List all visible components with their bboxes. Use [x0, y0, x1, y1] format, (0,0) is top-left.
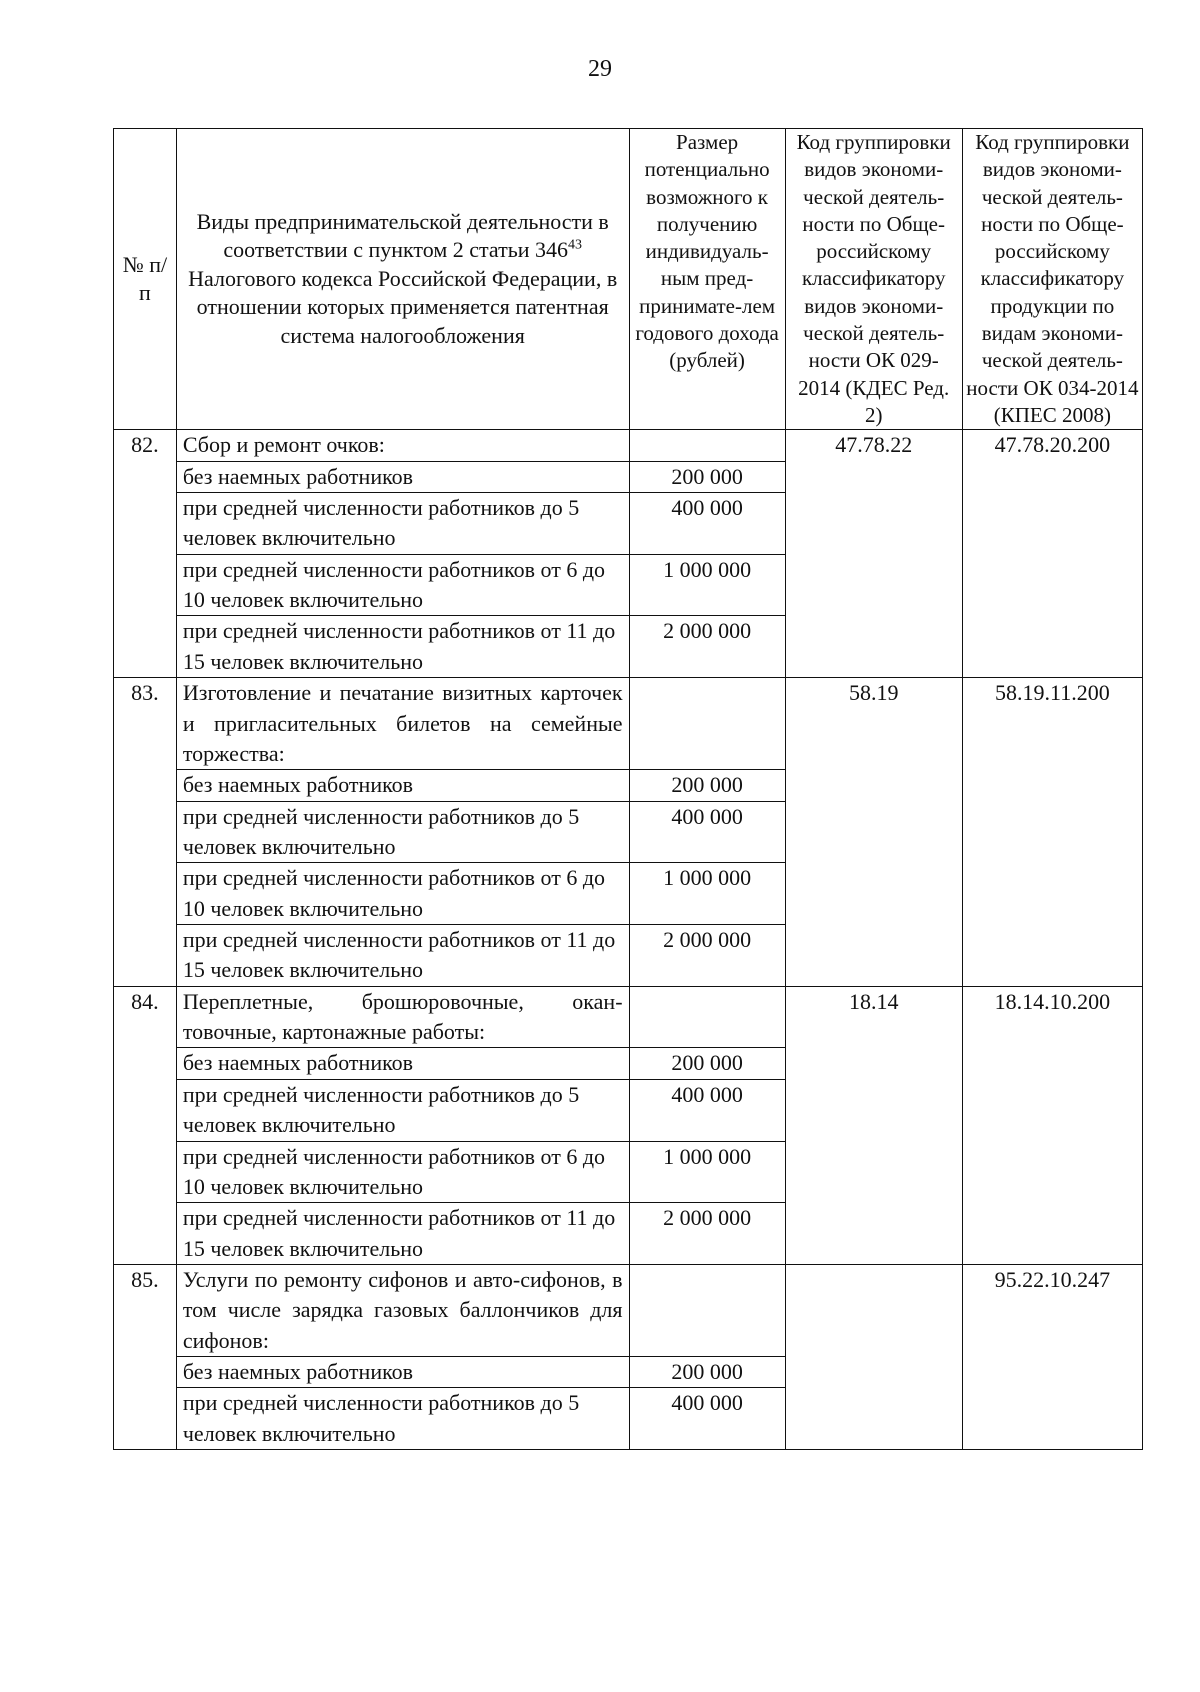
okpd-code: 58.19.11.200 — [962, 678, 1142, 770]
table-row — [114, 925, 1143, 987]
amount-cell — [629, 1264, 785, 1356]
row-amount: 200 000 — [629, 770, 785, 801]
table-row — [114, 1048, 1143, 1079]
table-row — [114, 986, 1143, 1048]
table-row — [114, 863, 1143, 925]
table-row — [114, 770, 1143, 801]
okved-code: 58.19 — [785, 678, 962, 770]
row-label: при средней численности работников от 6 до 10 человек включительно — [176, 554, 629, 616]
row-amount: 2 000 000 — [629, 1203, 785, 1265]
row-amount: 2 000 000 — [629, 616, 785, 678]
table-row — [114, 1357, 1143, 1388]
row-amount: 400 000 — [629, 1079, 785, 1141]
table-row — [114, 430, 1143, 461]
group-number: 85. — [114, 1264, 177, 1356]
row-amount: 200 000 — [629, 1048, 785, 1079]
table-row — [114, 616, 1143, 678]
row-label: при средней численности работников до 5 человек включительно — [176, 492, 629, 554]
group-number: 83. — [114, 678, 177, 770]
row-label: без наемных работников — [176, 1357, 629, 1388]
table-row — [114, 554, 1143, 616]
row-label: при средней численности работников до 5 человек включительно — [176, 1079, 629, 1141]
row-amount: 400 000 — [629, 1388, 785, 1450]
row-amount: 1 000 000 — [629, 554, 785, 616]
header-activity — [176, 129, 629, 430]
row-amount: 200 000 — [629, 461, 785, 492]
amount-cell — [629, 678, 785, 770]
row-amount: 200 000 — [629, 1357, 785, 1388]
row-label: без наемных работников — [176, 1048, 629, 1079]
group-title: Переплетные, брошюровочные, окан-товочные, картонажные работы: — [176, 986, 629, 1048]
row-label: при средней численности работников до 5 человек включительно — [176, 1388, 629, 1450]
table-row — [114, 1388, 1143, 1450]
row-amount: 2 000 000 — [629, 925, 785, 987]
row-label: при средней численности работников до 5 человек включительно — [176, 801, 629, 863]
row-label: при средней численности работников от 6 до 10 человек включительно — [176, 863, 629, 925]
header-okved: Код группировки видов экономи-ческой деятель-ности по Обще-российскому классификатору видов экономи-ческой деятель-ности ОК 029-2014 (КДЕС Ред. 2) — [785, 129, 962, 430]
row-amount: 400 000 — [629, 801, 785, 863]
header-number: № п/п — [114, 129, 177, 430]
header-amount: Размер потенциально возможного к получению индивидуаль-ным пред-принимате-лем годового дохода (рублей) — [629, 129, 785, 430]
page-number: 29 — [588, 56, 612, 82]
row-amount: 400 000 — [629, 492, 785, 554]
okved-code: 18.14 — [785, 986, 962, 1048]
table-row — [114, 461, 1143, 492]
header-okpd: Код группировки видов экономи-ческой деятель-ности по Обще-российскому классификатору продукции по видам экономи-ческой деятель-ности ОК 034-2014 (КПЕС 2008) — [962, 129, 1142, 430]
table-header-row — [114, 129, 1143, 430]
patent-income-table — [113, 128, 1143, 1450]
table-row — [114, 801, 1143, 863]
table-row — [114, 678, 1143, 770]
okved-code — [785, 1264, 962, 1356]
table-row — [114, 1079, 1143, 1141]
row-label: при средней численности работников от 11 до 15 человек включительно — [176, 925, 629, 987]
header-activity-tail: Налогового кодекса Российской Федерации, в отношении которых применяется патентная система налогообложения — [188, 265, 618, 349]
okpd-code: 47.78.20.200 — [962, 430, 1142, 461]
group-number: 82. — [114, 430, 177, 461]
row-label: без наемных работников — [176, 461, 629, 492]
okpd-code: 18.14.10.200 — [962, 986, 1142, 1048]
table-row — [114, 1141, 1143, 1203]
okved-code: 47.78.22 — [785, 430, 962, 461]
group-title: Сбор и ремонт очков: — [176, 430, 629, 461]
header-activity-main: Виды предпринимательской деятельности в соответствии с пунктом 2 статьи 346 — [196, 208, 609, 263]
amount-cell — [629, 430, 785, 461]
row-amount: 1 000 000 — [629, 1141, 785, 1203]
table-row — [114, 1203, 1143, 1265]
amount-cell — [629, 986, 785, 1048]
header-activity-sup: 43 — [568, 237, 582, 253]
row-amount: 1 000 000 — [629, 863, 785, 925]
row-label: без наемных работников — [176, 770, 629, 801]
row-label: при средней численности работников от 11 до 15 человек включительно — [176, 1203, 629, 1265]
row-label: при средней численности работников от 11 до 15 человек включительно — [176, 616, 629, 678]
group-number: 84. — [114, 986, 177, 1048]
group-title: Услуги по ремонту сифонов и авто-сифонов, в том числе зарядка газовых баллончиков для сифонов: — [176, 1264, 629, 1356]
table-row — [114, 1264, 1143, 1356]
okpd-code: 95.22.10.247 — [962, 1264, 1142, 1356]
row-label: при средней численности работников от 6 до 10 человек включительно — [176, 1141, 629, 1203]
group-title: Изготовление и печатание визитных карточек и пригласительных билетов на семейные торжества: — [176, 678, 629, 770]
table-row — [114, 492, 1143, 554]
